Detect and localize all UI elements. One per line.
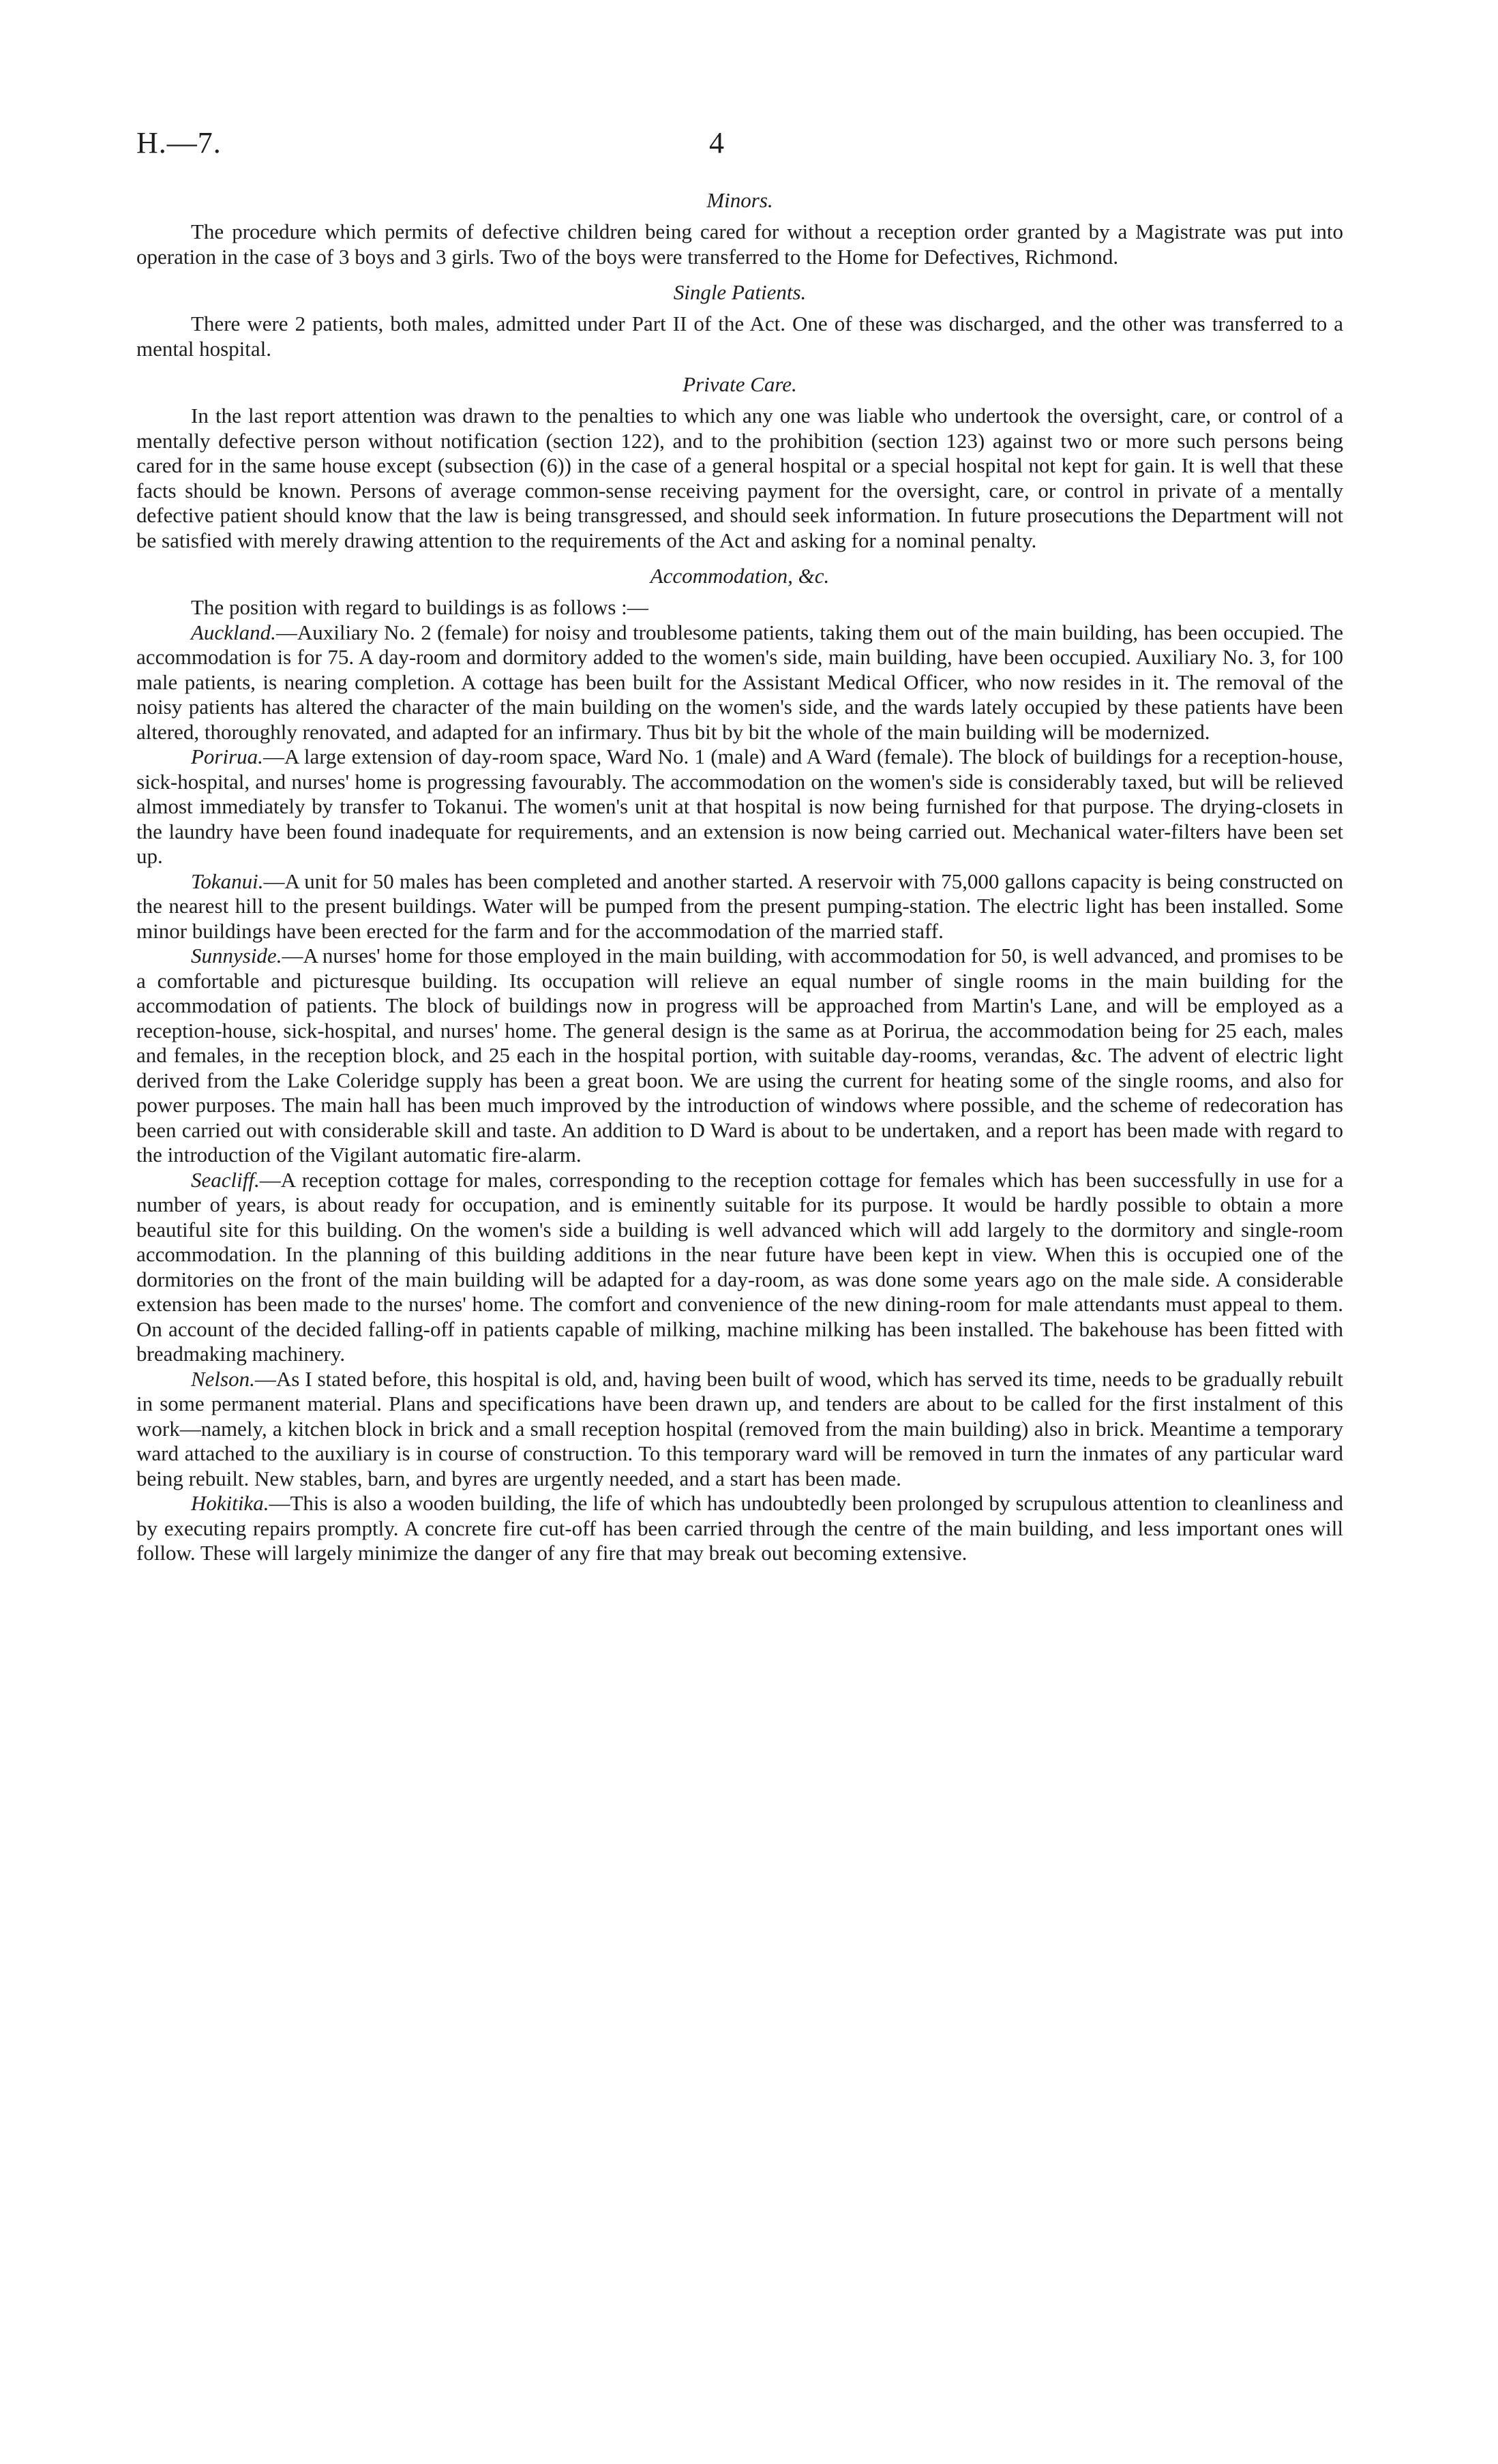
document-page — [136, 123, 1343, 1566]
page-number: 4 — [709, 126, 724, 160]
place-name: Tokanui. — [191, 869, 264, 893]
paragraph-text: —As I stated before, this hospital is old, and, having been built of wood, which has served its time, needs to be gradually rebuilt in some permanent material. Plans and specifications have been drawn up, and tenders are about to be called for the first instalment of this work—namely, a kitchen block in brick and a small reception hospital (removed from the main building) also in brick. Meantime a temporary ward attached to the auxiliary is in course of construction. To this temporary ward will be removed in turn the inmates of any particular ward being rebuilt. New stables, barn, and byres are urgently needed, and a start has been made. — [136, 1366, 1343, 1490]
paragraph-text: —Auxiliary No. 2 (female) for noisy and troublesome patients, taking them out of the main building, has been occupied. The accommodation is for 75. A day-room and dormitory added to the women's side, main building, have been occupied. Auxiliary No. 3, for 100 male patients, is nearing completion. A cottage has been built for the Assistant Medical Officer, who now resides in it. The removal of the noisy patients has altered the character of the main building on the women's side, and the wards lately occupied by these patients have been altered, thoroughly renovated, and adapted for an infirmary. Thus bit by bit the whole of the main building will be modernized. — [136, 620, 1343, 744]
paragraph-intro: The position with regard to buildings is as follows :— — [191, 595, 648, 619]
place-name: Auckland. — [191, 620, 276, 644]
document-reference: H.—7. — [136, 126, 222, 160]
page-header — [136, 123, 1343, 177]
place-name: Sunnyside. — [191, 944, 282, 967]
section-private-care — [136, 371, 1343, 553]
paragraph-text: —This is also a wooden building, the life of which has undoubtedly been prolonged by scrupulous attention to cleanliness and by executing repairs promptly. A concrete fire cut-off has been carried through the centre of the main building, and less important ones will follow. These will largely minimize the danger of any fire that may break out becoming extensive. — [136, 1491, 1343, 1565]
paragraph-nelson — [136, 1367, 1343, 1492]
paragraph-seacliff — [136, 1168, 1343, 1367]
paragraph-sunnyside — [136, 944, 1343, 1168]
section-heading: Minors. — [706, 188, 773, 212]
place-name: Nelson. — [191, 1366, 255, 1391]
paragraph-text: —A unit for 50 males has been completed and another started. A reservoir with 75,000 gallons capacity is being constructed on the nearest hill to the present buildings. Water will be pumped from the present pumping-station. The electric light has been installed. Some minor buildings have been erected for the farm and for the accommodation of the married staff. — [136, 869, 1343, 943]
paragraph: In the last report attention was drawn to the penalties to which any one was liable who undertook the oversight, care, or control of a mentally defective person without notification (section 122), and to the prohibition (section 123) against two or more such persons being cared for in the same house except (subsection (6)) in the case of a general hospital or a special hospital not kept for gain. It is well that these facts should be known. Persons of average common-sense receiving payment for the oversight, care, or control in private of a mentally defective patient should know that the law is being transgressed, and should seek information. In future prosecutions the Department will not be satisfied with merely drawing attention to the requirements of the Act and asking for a nominal penalty. — [136, 404, 1343, 552]
place-name: Porirua. — [191, 745, 263, 768]
section-heading: Single Patients. — [673, 280, 807, 304]
section-accommodation — [136, 562, 1343, 1566]
paragraph: There were 2 patients, both males, admitted under Part II of the Act. One of these was discharged, and the other was transferred to a mental hospital. — [136, 312, 1343, 361]
place-name: Seacliff. — [191, 1167, 260, 1192]
paragraph-porirua — [136, 745, 1343, 869]
section-single-patients — [136, 279, 1343, 361]
section-minors — [136, 187, 1343, 269]
paragraph-hokitika — [136, 1491, 1343, 1566]
paragraph: The procedure which permits of defective children being cared for without a reception order granted by a Magistrate was put into operation in the case of 3 boys and 3 girls. Two of the boys were transferred to the Home for Defectives, Richmond. — [136, 220, 1343, 269]
paragraph-text: —A nurses' home for those employed in the main building, with accommodation for 50, is well advanced, and promises to be a comfortable and picturesque building. Its occupation will relieve an equal number of single rooms in the main building for the accommodation of patients. The block of buildings now in progress will be approached from Martin's Lane, and will be employed as a reception-house, sick-hospital, and nurses' home. The general design is the same as at Porirua, the accommodation being for 25 each, males and females, in the reception block, and 25 each in the hospital portion, with suitable day-rooms, verandas, &c. The advent of electric light derived from the Lake Coleridge supply has been a great boon. We are using the current for heating some of the single rooms, and also for power purposes. The main hall has been much improved by the introduction of windows where possible, and the scheme of redecoration has been carried out with considerable skill and taste. An addition to D Ward is about to be undertaken, and a report has been made with regard to the introduction of the Vigilant automatic fire-alarm. — [136, 944, 1343, 1167]
paragraph-text: —A large extension of day-room space, Ward No. 1 (male) and A Ward (female). The block of buildings for a reception-house, sick-hospital, and nurses' home is progressing favourably. The accommodation on the women's side is considerably taxed, but will be relieved almost immediately by transfer to Tokanui. The women's unit at that hospital is now being furnished for that purpose. The drying-closets in the laundry have been found inadequate for requirements, and an extension is now being carried out. Mechanical water-filters have been set up. — [136, 745, 1343, 868]
place-name: Hokitika. — [191, 1491, 269, 1515]
paragraph-auckland — [136, 620, 1343, 745]
section-heading: Accommodation, &c. — [650, 564, 830, 588]
section-heading: Private Care. — [683, 372, 797, 396]
paragraph-text: —A reception cottage for males, corresponding to the reception cottage for females which has been successfully in use for a number of years, is about ready for occupation, and is eminently suitable for its purpose. It would be hardly possible to obtain a more beautiful site for this building. On the women's side a building is well advanced which will add largely to the dormitory and single-room accommodation. In the planning of this building additions in the near future have been kept in view. When this is occupied one of the dormitories on the front of the main building will be adapted for a day-room, as was done some years ago on the male side. A considerable extension has been made to the nurses' home. The comfort and convenience of the new dining-room for male attendants must appeal to them. On account of the decided falling-off in patients capable of milking, machine milking has been installed. The bakehouse has been fitted with breadmaking machinery. — [136, 1167, 1343, 1366]
paragraph-tokanui — [136, 869, 1343, 944]
